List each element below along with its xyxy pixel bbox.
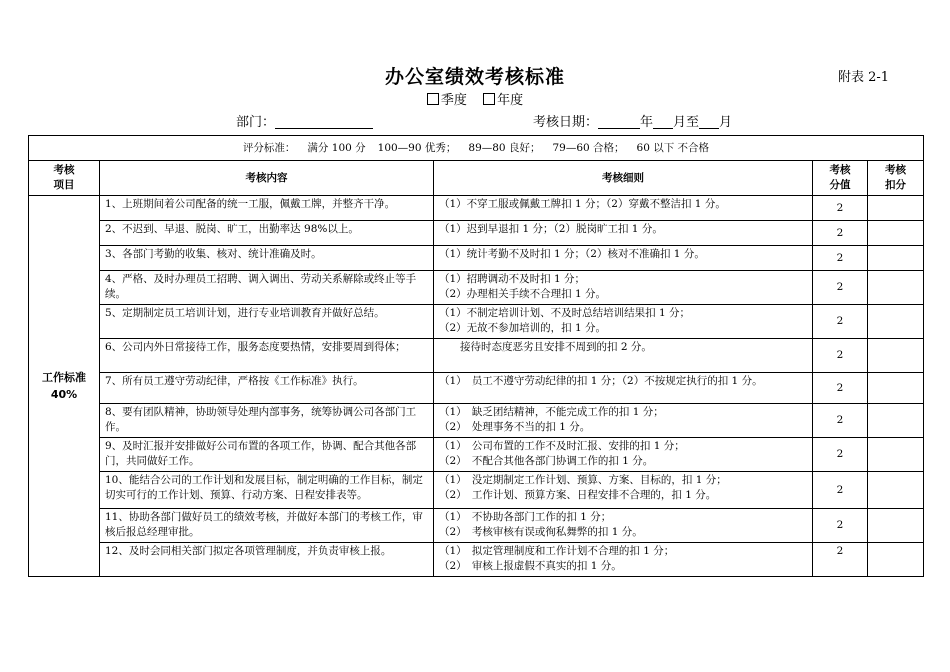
- date-month-from-input[interactable]: [653, 114, 673, 129]
- department-label: 部门：: [236, 115, 276, 130]
- detail-line: （2）办理相关手续不合理扣 1 分。: [439, 288, 607, 300]
- row-score: 2: [813, 246, 868, 271]
- row-content: 3、各部门考勤的收集、核对、统计准确及时。: [100, 246, 434, 271]
- row-deduction-input[interactable]: [868, 339, 924, 373]
- table-row: [29, 339, 924, 373]
- date-year-input[interactable]: [598, 114, 640, 129]
- row-content: 10、能结合公司的工作计划和发展目标，制定明确的工作目标，制定切实可行的工作计划、预算、行动方案、日程安排表等。: [100, 472, 434, 509]
- row-score: 2: [813, 271, 868, 305]
- checkbox-icon[interactable]: [427, 93, 439, 105]
- row-content: 1、上班期间着公司配备的统一工服，佩戴工牌，并整齐干净。: [100, 196, 434, 221]
- row-score: 2: [813, 438, 868, 472]
- row-content: 12、及时会同相关部门拟定各项管理制度，并负责审核上报。: [100, 543, 434, 577]
- table-row: [29, 472, 924, 509]
- row-details: [434, 196, 813, 221]
- row-score: 2: [813, 472, 868, 509]
- row-deduction-input[interactable]: [868, 509, 924, 543]
- row-content: 4、严格、及时办理员工招聘、调入调出、劳动关系解除或终止等手续。: [100, 271, 434, 305]
- row-content: 7、所有员工遵守劳动纪律，严格按《工作标准》执行。: [100, 373, 434, 404]
- row-score: 2: [813, 509, 868, 543]
- table-row: [29, 196, 924, 221]
- row-score: 2: [813, 305, 868, 339]
- row-deduction-input[interactable]: [868, 404, 924, 438]
- table-header-row: [29, 161, 924, 196]
- period-option-year[interactable]: 年度: [483, 93, 523, 108]
- row-details: [434, 339, 813, 373]
- row-details: [434, 221, 813, 246]
- column-header-score: 考核 分值: [813, 161, 868, 196]
- detail-line: （1）统计考勤不及时扣 1 分；（2）核对不准确扣 1 分。: [439, 248, 705, 260]
- row-details: [434, 246, 813, 271]
- department-field: [236, 111, 373, 130]
- detail-line: （1） 缺乏团结精神，不能完成工作的扣 1 分；: [439, 406, 664, 418]
- row-deduction-input[interactable]: [868, 221, 924, 246]
- row-score: 2: [813, 373, 868, 404]
- row-details: [434, 305, 813, 339]
- category-name: 工作标准: [42, 371, 86, 384]
- row-content: 2、不迟到、早退、脱岗、旷工，出勤率达 98%以上。: [100, 221, 434, 246]
- row-score: 2: [813, 221, 868, 246]
- row-deduction-input[interactable]: [868, 246, 924, 271]
- department-input[interactable]: [275, 114, 373, 129]
- detail-line: （2） 考核审核有误或徇私舞弊的扣 1 分。: [439, 526, 643, 538]
- row-content: 8、要有团队精神，协助领导处理内部事务，统筹协调公司各部门工作。: [100, 404, 434, 438]
- table-row: [29, 373, 924, 404]
- row-details: [434, 438, 813, 472]
- checkbox-icon[interactable]: [483, 93, 495, 105]
- detail-line: （2） 不配合其他各部门协调工作的扣 1 分。: [439, 455, 654, 467]
- table-row: [29, 438, 924, 472]
- detail-line: （2） 处理事务不当的扣 1 分。: [439, 421, 591, 433]
- detail-line: （1） 拟定管理制度和工作计划不合理的扣 1 分；: [439, 545, 675, 557]
- row-deduction-input[interactable]: [868, 196, 924, 221]
- table-row: [29, 221, 924, 246]
- row-deduction-input[interactable]: [868, 438, 924, 472]
- table-row: [29, 404, 924, 438]
- appendix-label: 附表 2-1: [838, 70, 890, 85]
- column-header-item: 考核 项目: [29, 161, 100, 196]
- detail-line: （1） 没定期制定工作计划、预算、方案、目标的，扣 1 分；: [439, 474, 727, 486]
- detail-line: 接待时态度恶劣且安排不周到的扣 2 分。: [439, 341, 652, 353]
- table-row: [29, 246, 924, 271]
- detail-line: （1）不穿工服或佩戴工牌扣 1 分；（2）穿戴不整洁扣 1 分。: [439, 198, 726, 210]
- row-details: [434, 509, 813, 543]
- table-row: [29, 305, 924, 339]
- detail-line: （1） 不协助各部门工作的扣 1 分；: [439, 511, 612, 523]
- row-details: [434, 271, 813, 305]
- row-details: [434, 404, 813, 438]
- row-score: 2: [813, 404, 868, 438]
- category-weight: 40%: [50, 388, 78, 401]
- detail-line: （1）迟到早退扣 1 分；（2）脱岗旷工扣 1 分。: [439, 223, 663, 235]
- row-score: 2: [813, 196, 868, 221]
- row-deduction-input[interactable]: [868, 271, 924, 305]
- column-header-content: 考核内容: [100, 161, 434, 196]
- detail-line: （1） 公司布置的工作不及时汇报、安排的扣 1 分；: [439, 440, 685, 452]
- row-deduction-input[interactable]: [868, 543, 924, 577]
- row-score: 2: [813, 339, 868, 373]
- detail-line: （1）招聘调动不及时扣 1 分；: [439, 273, 586, 285]
- column-header-detail: 考核细则: [434, 161, 813, 196]
- row-details: [434, 472, 813, 509]
- row-content: 6、公司内外日常接待工作，服务态度要热情，安排要周到得体；: [100, 339, 434, 373]
- column-header-deduction: 考核 扣分: [868, 161, 924, 196]
- row-score: 2: [813, 543, 868, 577]
- detail-line: （2） 审核上报虚假不真实的扣 1 分。: [439, 560, 622, 572]
- detail-line: （1） 员工不遵守劳动纪律的扣 1 分；（2）不按规定执行的扣 1 分。: [439, 375, 763, 387]
- date-month-to-input[interactable]: [699, 114, 719, 129]
- table-row: [29, 509, 924, 543]
- category-cell: [29, 196, 100, 577]
- score-standard-row: [29, 136, 924, 161]
- detail-line: （1）不制定培训计划、不及时总结培训结果扣 1 分；: [439, 307, 691, 319]
- row-deduction-input[interactable]: [868, 373, 924, 404]
- page-title: 办公室绩效考核标准: [384, 66, 565, 88]
- row-content: 5、定期制定员工培训计划，进行专业培训教育并做好总结。: [100, 305, 434, 339]
- period-option-quarter[interactable]: 季度: [427, 93, 467, 108]
- table-row: [29, 543, 924, 577]
- row-deduction-input[interactable]: [868, 472, 924, 509]
- detail-line: （2）无故不参加培训的，扣 1 分。: [439, 322, 607, 334]
- detail-line: （2） 工作计划、预算方案、日程安排不合理的，扣 1 分。: [439, 489, 717, 501]
- assessment-date-field: 考核日期： 年 月至 月: [533, 115, 733, 130]
- table-row: [29, 271, 924, 305]
- period-options: [0, 89, 950, 108]
- row-deduction-input[interactable]: [868, 305, 924, 339]
- assessment-table: [28, 135, 924, 577]
- score-standard: 评分标准： 满分 100 分 100—90 优秀； 89—80 良好； 79—60 合格； 60 以下 不合格: [29, 136, 924, 161]
- row-content: 11、协助各部门做好员工的绩效考核，并做好本部门的考核工作，审核后报总经理审批。: [100, 509, 434, 543]
- date-label: 考核日期：: [533, 115, 599, 130]
- row-details: [434, 373, 813, 404]
- row-content: 9、及时汇报并安排做好公司布置的各项工作，协调、配合其他各部门，共同做好工作。: [100, 438, 434, 472]
- row-details: [434, 543, 813, 577]
